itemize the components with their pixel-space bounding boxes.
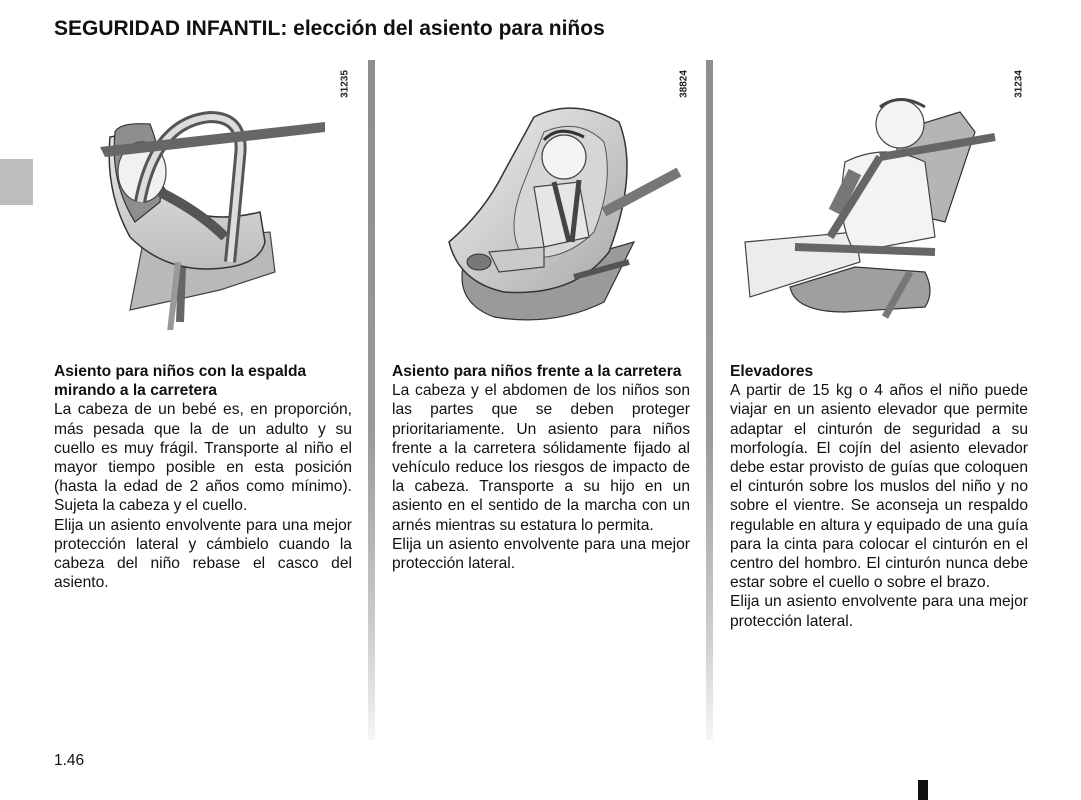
rear-facing-infant-seat-illustration	[60, 62, 360, 330]
figure-number: 38824	[678, 70, 690, 98]
section-tab	[0, 159, 33, 205]
forward-facing-child-seat-illustration	[394, 62, 694, 330]
figure-number: 31235	[339, 70, 351, 98]
page-number: 1.46	[54, 752, 85, 769]
text-column-booster	[730, 362, 1028, 631]
column-heading: Asiento para niños frente a la carretera	[392, 363, 682, 380]
column-paragraph: La cabeza y el abdomen de los niños son las partes que se deben proteger prioritariamente. Un asiento para niños frente a la carretera sólidamente fijado al vehículo reduce los riesgos de impacto de la cabeza. Transporte a su hijo en un asiento en el sentido de la marcha con un arnés mientras su estatura lo permita.	[392, 382, 690, 534]
booster-seat-illustration	[735, 62, 1035, 330]
text-column-forward-facing	[392, 362, 690, 573]
column-divider	[706, 60, 713, 740]
page-title: SEGURIDAD INFANTIL: elección del asiento para niños	[54, 17, 605, 40]
figure-number: 31234	[1013, 70, 1025, 98]
column-paragraph: A partir de 15 kg o 4 años el niño puede viajar en un asiento elevador que permite adaptar el cinturón de seguridad a su morfología. El cojín del asiento elevador debe estar provisto de guías que coloquen el cinturón sobre los muslos del niño y no sobre el vientre. Se aconseja un respaldo regulable en altura y equipado de una guía para la cinta para colocar el cinturón en el centro del hombro. El cinturón nunca debe estar sobre el cuello o sobre el brazo.	[730, 382, 1028, 592]
column-heading: Elevadores	[730, 363, 814, 380]
column-paragraph: La cabeza de un bebé es, en proporción, más pesada que la de un adulto y su cuello es muy frágil. Transporte al niño el mayor tiempo posible en esta posición (hasta la edad de 2 años como mínimo). Sujeta la cabeza y el cuello.	[54, 401, 352, 515]
column-paragraph: Elija un asiento envolvente para una mejor protección lateral.	[392, 535, 690, 573]
column-paragraph: Elija un asiento envolvente para una mejor protección lateral y cámbielo cuando la cabeza del niño rebase el casco del asiento.	[54, 516, 352, 592]
column-heading: Asiento para niños con la espalda mirando a la carretera	[54, 363, 307, 400]
column-divider	[368, 60, 375, 740]
column-paragraph: Elija un asiento envolvente para una mejor protección lateral.	[730, 593, 1028, 630]
end-of-section-marker	[918, 780, 928, 800]
text-column-rear-facing	[54, 362, 352, 592]
